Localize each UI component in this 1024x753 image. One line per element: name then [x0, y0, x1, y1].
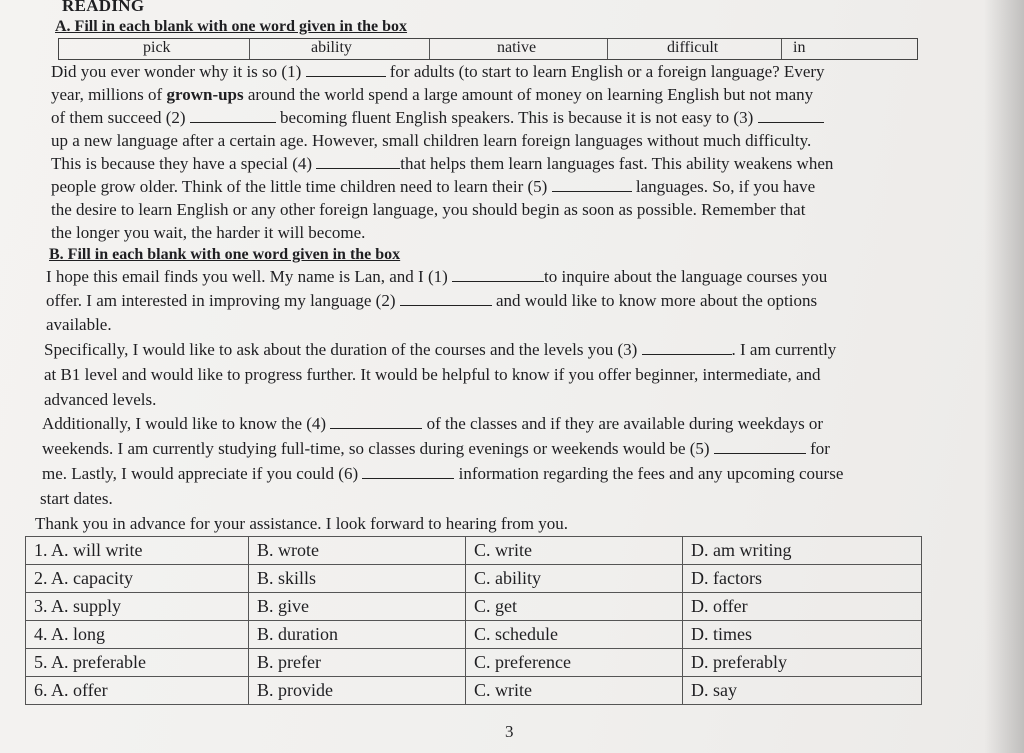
answer-blank[interactable] [330, 414, 422, 429]
section-b-title: B. Fill in each blank with one word given in the box [49, 246, 401, 263]
passage-b-line: advanced levels. [44, 390, 157, 409]
option-cell[interactable]: C. schedule [466, 621, 683, 649]
option-cell[interactable]: C. get [466, 593, 683, 621]
answer-blank[interactable] [400, 291, 492, 306]
option-cell[interactable]: 5. A. preferable [26, 649, 249, 677]
option-cell[interactable]: C. write [466, 537, 683, 565]
table-row [26, 537, 922, 565]
option-cell[interactable]: D. times [683, 621, 922, 649]
answer-blank[interactable] [758, 108, 824, 123]
word-box-item: difficult [667, 39, 719, 56]
answer-blank[interactable] [452, 267, 544, 282]
option-cell[interactable]: D. offer [683, 593, 922, 621]
option-cell[interactable]: B. wrote [249, 537, 466, 565]
option-cell[interactable]: B. give [249, 593, 466, 621]
option-cell[interactable]: D. am writing [683, 537, 922, 565]
passage-b-line: I hope this email finds you well. My name is Lan, and I (1) to inquire about the language courses you [46, 267, 828, 286]
table-row [26, 621, 922, 649]
passage-a-line: This is because they have a special (4) that helps them learn languages fast. This ability weakens when [51, 154, 834, 173]
section-a-title: A. Fill in each blank with one word given in the box [55, 18, 408, 35]
passage-a-line: the longer you wait, the harder it will become. [51, 223, 366, 242]
passage-b-line: start dates. [40, 489, 113, 508]
option-cell[interactable]: C. ability [466, 565, 683, 593]
table-row [26, 677, 922, 705]
answer-blank[interactable] [642, 340, 732, 355]
option-cell[interactable]: 4. A. long [26, 621, 249, 649]
option-cell[interactable]: C. preference [466, 649, 683, 677]
passage-b-line: offer. I am interested in improving my language (2) and would like to know more about the options [46, 291, 818, 310]
option-cell[interactable]: D. preferably [683, 649, 922, 677]
answer-blank[interactable] [190, 108, 276, 123]
passage-a-line: people grow older. Think of the little time children need to learn their (5) languages. So, if you have [51, 177, 816, 196]
passage-b-line: Thank you in advance for your assistance. I look forward to hearing from you. [35, 514, 568, 533]
table-row [26, 565, 922, 593]
page-edge-shadow [984, 0, 1024, 753]
option-cell[interactable]: C. write [466, 677, 683, 705]
option-cell[interactable]: B. provide [249, 677, 466, 705]
option-cell[interactable]: 3. A. supply [26, 593, 249, 621]
passage-a-line: of them succeed (2) becoming fluent English speakers. This is because it is not easy to (3) [51, 108, 824, 128]
answer-blank[interactable] [316, 154, 400, 169]
option-cell[interactable]: B. skills [249, 565, 466, 593]
option-cell[interactable]: D. factors [683, 565, 922, 593]
passage-b-line: at B1 level and would like to progress further. It would be helpful to know if you offer beginner, intermediate, and [44, 365, 821, 384]
word-box-item: in [793, 39, 806, 56]
table-row [26, 649, 922, 677]
word-box-item: ability [311, 39, 352, 56]
answer-blank[interactable] [714, 439, 806, 454]
word-box-item: pick [143, 39, 171, 56]
answer-blank[interactable] [306, 62, 386, 77]
page-number: 3 [505, 722, 514, 741]
passage-b-line: Specifically, I would like to ask about the duration of the courses and the levels you (3) . I am currently [44, 340, 837, 359]
passage-a-line: the desire to learn English or any other foreign language, you should begin as soon as possible. Remember that [51, 200, 806, 219]
option-cell[interactable]: 2. A. capacity [26, 565, 249, 593]
option-cell[interactable]: 1. A. will write [26, 537, 249, 565]
answer-options-table [25, 536, 922, 705]
answer-blank[interactable] [552, 177, 632, 192]
passage-b-line: me. Lastly, I would appreciate if you could (6) information regarding the fees and any upcoming course [42, 464, 844, 483]
option-cell[interactable]: D. say [683, 677, 922, 705]
section-heading: READING [62, 0, 145, 15]
option-cell[interactable]: B. duration [249, 621, 466, 649]
word-box [58, 38, 918, 60]
passage-a-line: year, millions of grown-ups around the world spend a large amount of money on learning English but not many [51, 85, 814, 104]
word-box-item: native [497, 39, 537, 56]
passage-a-line: Did you ever wonder why it is so (1) for adults (to start to learn English or a foreign language? Every [51, 62, 825, 81]
table-row [26, 593, 922, 621]
option-cell[interactable]: 6. A. offer [26, 677, 249, 705]
passage-b-line: weekends. I am currently studying full-time, so classes during evenings or weekends would be (5) for [42, 439, 830, 458]
option-cell[interactable]: B. prefer [249, 649, 466, 677]
passage-b-line: Additionally, I would like to know the (4) of the classes and if they are available during weekdays or [42, 414, 824, 433]
answer-blank[interactable] [362, 464, 454, 479]
passage-a-line: up a new language after a certain age. However, small children learn foreign languages without much difficulty. [51, 131, 812, 150]
passage-b-line: available. [46, 315, 112, 334]
